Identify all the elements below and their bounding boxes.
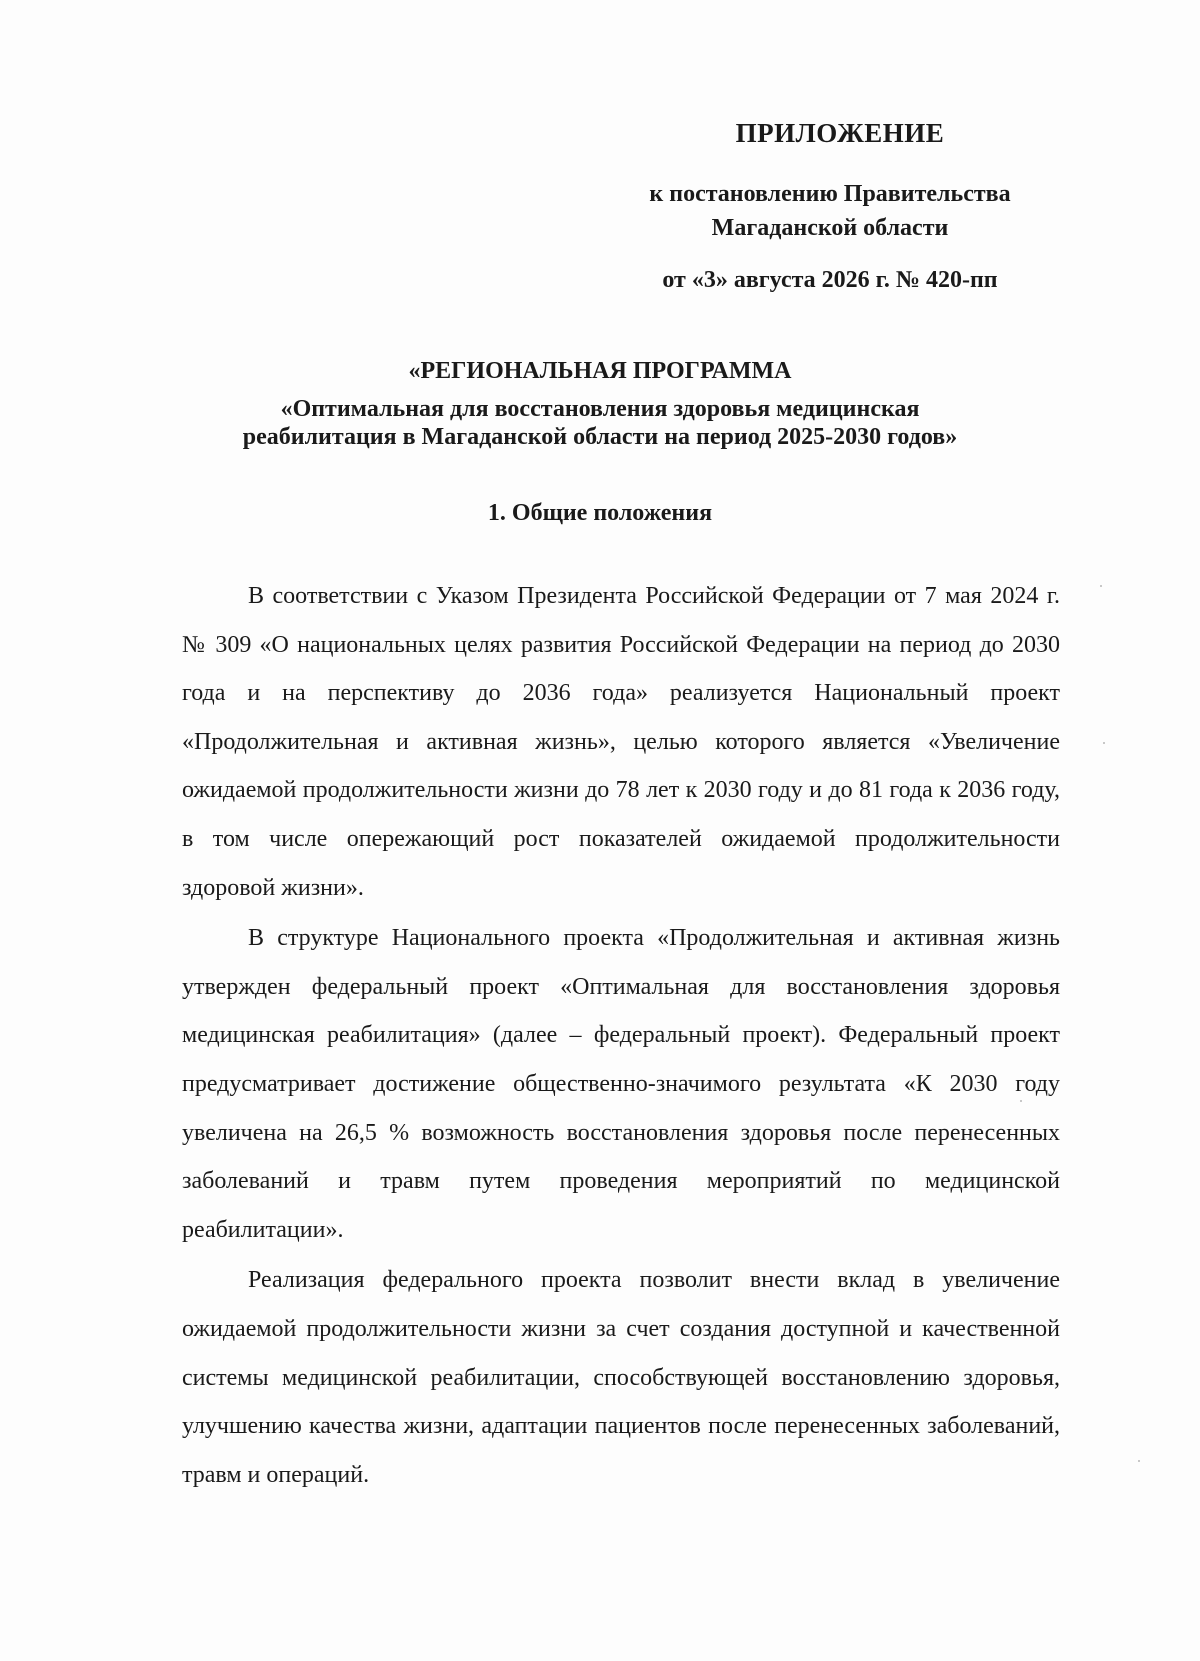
paragraph: Реализация федерального проекта позволит внести вклад в увеличение ожидаемой продолжительности жизни за счет создания доступной и качественной системы медицинской реабилитации, способствующей восстановлению здоровья, улучшению качества жизни, адаптации пациентов после перенесенных заболеваний, травм и операций. [182, 1267, 1060, 1488]
section-heading: 1. Общие положения [487, 500, 713, 526]
annex-title: ПРИЛОЖЕНИЕ [735, 118, 945, 148]
program-title-block [170, 358, 1030, 451]
program-subtitle-line-2: реабилитация в Магаданской области на период 2025-2030 годов» [242, 424, 958, 450]
annex-block [600, 118, 1060, 294]
scan-speck [1138, 1460, 1140, 1462]
program-title: «РЕГИОНАЛЬНАЯ ПРОГРАММА [408, 358, 792, 384]
body-text [182, 572, 1060, 1499]
scan-speck [1020, 1100, 1022, 1102]
paragraph: В соответствии с Указом Президента Российской Федерации от 7 мая 2024 г. № 309 «О национальных целях развития Российской Федерации на период до 2030 года и на перспективу до 2036 года» реализуется Национальный проект «Продолжительная и активная жизнь», целью которого является «Увеличение ожидаемой продолжительности жизни до 78 лет к 2030 году и до 81 года к 2036 году, в том числе опережающий рост показателей ожидаемой продолжительности здоровой жизни». [182, 583, 1060, 901]
annex-region-line: Магаданской области [711, 215, 949, 241]
annex-resolution-line: к постановлению Правительства [649, 181, 1011, 207]
paragraph: В структуре Национального проекта «Продолжительная и активная жизнь утвержден федеральный проект «Оптимальная для восстановления здоровья медицинская реабилитация» (далее – федеральный проект). Федеральный проект предусматривает достижение общественно-значимого результата «К 2030 году увеличена на 26,5 % возможность восстановления здоровья после перенесенных заболеваний и травм путем проведения мероприятий по медицинской реабилитации». [182, 925, 1060, 1243]
scan-speck [1100, 585, 1102, 587]
annex-date-line: от «3» августа 2026 г. № 420-пп [662, 267, 998, 293]
program-subtitle-line-1: «Оптимальная для восстановления здоровья медицинская [280, 396, 920, 422]
scan-speck [1103, 742, 1105, 744]
